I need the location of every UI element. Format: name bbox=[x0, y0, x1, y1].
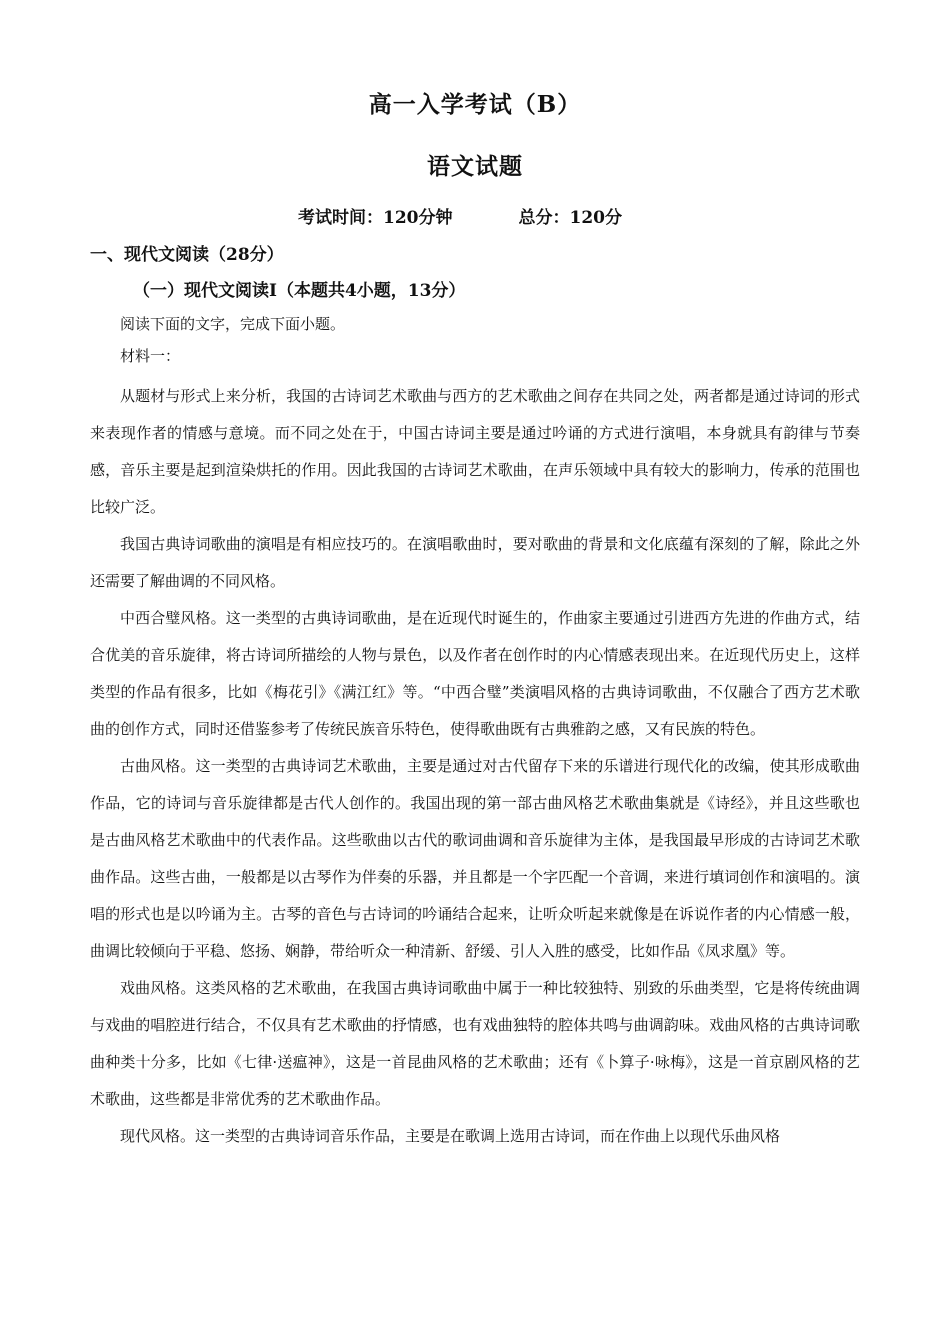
section-subheading: （一）现代文阅读Ⅰ（本题共4小题，13分） bbox=[133, 281, 466, 301]
section-heading: 一、现代文阅读（28分） bbox=[90, 245, 284, 265]
exam-time: 考试时间：120分钟 bbox=[298, 208, 453, 228]
exam-title: 高一入学考试（B） bbox=[368, 91, 582, 118]
paragraph: 现代风格。这一类型的古典诗词音乐作品，主要是在歌调上选用古诗词，而在作曲上以现代乐曲风格 bbox=[120, 1127, 781, 1145]
exam-meta bbox=[298, 203, 622, 228]
paragraph: 戏曲风格。这类风格的艺术歌曲，在我国古典诗词歌曲中属于一种比较独特、别致的乐曲类型，它是将传统曲调与戏曲的唱腔进行结合，不仅具有艺术歌曲的抒情感，也有戏曲独特的腔体共鸣与曲调韵味。戏曲风格的古典诗词歌曲种类十分多，比如《七律·送瘟神》，这是一首昆曲风格的艺术歌曲；还有《卜算子·咏梅》，这是一首京剧风格的艺术歌曲，这些都是非常优秀的艺术歌曲作品。 bbox=[90, 979, 860, 1108]
paragraph: 从题材与形式上来分析，我国的古诗词艺术歌曲与西方的艺术歌曲之间存在共同之处，两者都是通过诗词的形式来表现作者的情感与意境。而不同之处在于，中国古诗词主要是通过吟诵的方式进行演唱，本身就具有韵律与节奏感，音乐主要是起到渲染烘托的作用。因此我国的古诗词艺术歌曲，在声乐领域中具有较大的影响力，传承的范围也比较广泛。 bbox=[90, 387, 860, 516]
paragraph: 中西合璧风格。这一类型的古典诗词歌曲，是在近现代时诞生的，作曲家主要通过引进西方先进的作曲方式，结合优美的音乐旋律，将古诗词所描绘的人物与景色，以及作者在创作时的内心情感表现出来。在近现代历史上，这样类型的作品有很多，比如《梅花引》《满江红》等。“中西合璧”类演唱风格的古典诗词歌曲，不仅融合了西方艺术歌曲的创作方式，同时还借鉴参考了传统民族音乐特色，使得歌曲既有古典雅韵之感，又有民族的特色。 bbox=[90, 609, 860, 738]
reading-passage bbox=[90, 378, 860, 1155]
exam-score: 总分：120分 bbox=[518, 208, 622, 228]
paragraph: 古曲风格。这一类型的古典诗词艺术歌曲，主要是通过对古代留存下来的乐谱进行现代化的改编，使其形成歌曲作品，它的诗词与音乐旋律都是古代人创作的。我国出现的第一部古曲风格艺术歌曲集就是《诗经》，并且这些歌也是古曲风格艺术歌曲中的代表作品。这些歌曲以古代的歌词曲调和音乐旋律为主体，是我国最早形成的古诗词艺术歌曲作品。这些古曲，一般都是以古琴作为伴奏的乐器，并且都是一个字匹配一个音调，来进行填词创作和演唱的。演唱的形式也是以吟诵为主。古琴的音色与古诗词的吟诵结合起来，让听众听起来就像是在诉说作者的内心情感一般，曲调比较倾向于平稳、悠扬、娴静，带给听众一种清新、舒缓、引人入胜的感受，比如作品《凤求凰》等。 bbox=[90, 757, 860, 960]
exam-subtitle: 语文试题 bbox=[427, 153, 523, 180]
paragraph: 我国古典诗词歌曲的演唱是有相应技巧的。在演唱歌曲时，要对歌曲的背景和文化底蕴有深刻的了解，除此之外还需要了解曲调的不同风格。 bbox=[90, 535, 860, 590]
material-label: 材料一： bbox=[120, 347, 181, 365]
instruction-text: 阅读下面的文字，完成下面小题。 bbox=[120, 315, 346, 333]
